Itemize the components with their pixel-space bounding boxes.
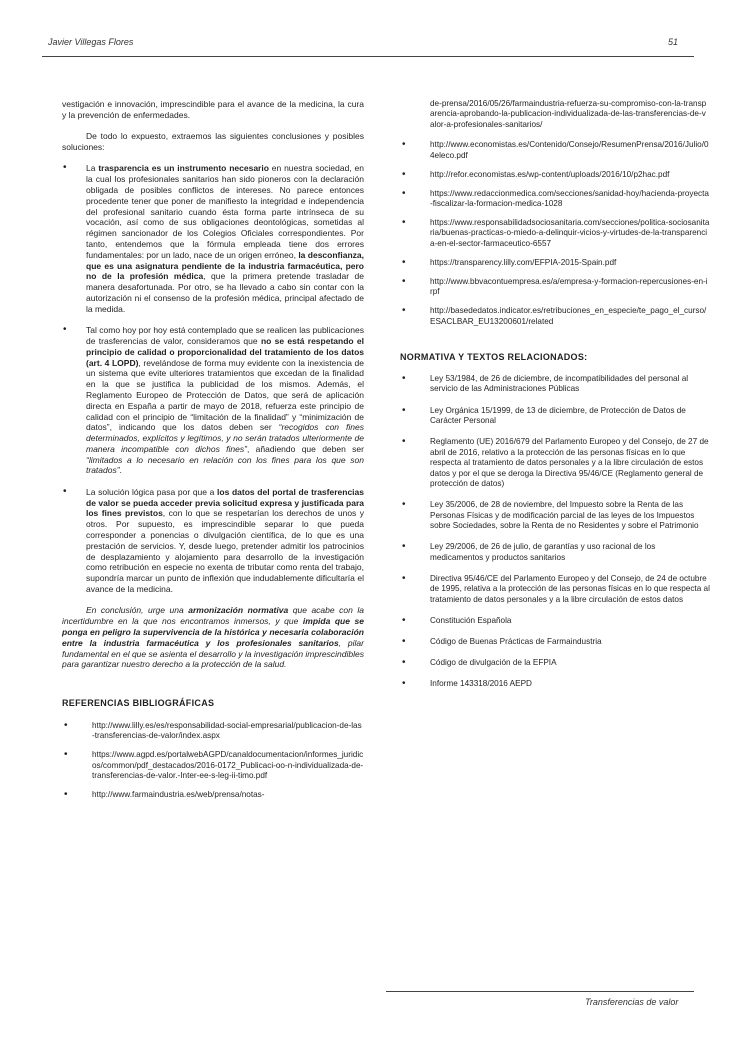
conclusion-bullet-2	[62, 325, 364, 476]
reference-text: http://refor.economistas.es/wp-content/uploads/2016/10/p2hac.pdf	[430, 169, 670, 179]
bullet-icon: •	[63, 485, 67, 497]
normativa-list	[400, 374, 710, 690]
bullet-icon: •	[402, 217, 406, 229]
bullet-icon: •	[402, 373, 406, 385]
bullet-icon: •	[402, 256, 406, 268]
running-footer-title: Transferencias de valor	[585, 997, 679, 1007]
text-run: En conclusión, urge una	[86, 605, 189, 616]
reference-item	[62, 721, 364, 742]
reference-item	[400, 218, 710, 249]
bullet-icon: •	[64, 749, 68, 761]
text-run: , añadiendo que deben ser	[246, 443, 364, 454]
paragraph-intro: De todo lo expuesto, extraemos las siguientes conclusiones y posibles soluciones:	[62, 131, 364, 152]
reference-text: https://transparency.lilly.com/EFPIA-2015-Spain.pdf	[430, 257, 617, 267]
reference-item	[400, 258, 710, 268]
normativa-text: Ley 53/1984, de 26 de diciembre, de incompatibilidades del personal al servicio de las Administraciones Públicas	[430, 374, 689, 394]
bold-run: armonización normativa	[188, 605, 289, 616]
text-run: , con lo que se respetarían los derechos de unos y otros. Por supuesto, es imprescindible separar lo que pueda corresponder a ponencias o divulgación científica, de lo que es una prestación de servicios. Y, desde luego, pretender admitir los patrocinios de desplazamiento y alojamiento para desarrollo de la investigación como retribución en especie no exenta de tributar como renta del trabajo, supondría marcar un punto de inflexión que indudablemente dificultaría el avance de la medicina.	[86, 508, 364, 595]
bullet-icon: •	[402, 275, 406, 287]
bold-run: la desconfianza, que es una asignatura pendiente de la industria farmacéutica, pero no de la profesión médica	[86, 249, 364, 282]
reference-item	[400, 189, 710, 210]
text-run: , que la primera pretende trasladar de manera desafortunada. Por otro, se ha llevado a cabo sin contar con la autorización ni el consenso de la profesión médica, principal afectado de la medida.	[86, 271, 364, 314]
normativa-text: Constitución Española	[430, 615, 512, 625]
normativa-text: Ley 35/2006, de 28 de noviembre, del Impuesto sobre la Renta de las Personas Físicas y de modificación parcial de las leyes de los Impuestos sobre Sociedades, sobre la Renta de no Residentes y sobre el Patrimonio	[430, 500, 699, 530]
italic-run: “limitados a lo necesario en relación con los fines para los que son tratados”	[86, 454, 364, 476]
bold-run: impida que se ponga en peligro la supervivencia de la histórica y necesaria colaboración entre la industria farmacéutica y los profesionales sanitarios	[62, 616, 364, 648]
header-rule	[42, 56, 694, 57]
reference-text: http://www.economistas.es/Contenido/Consejo/ResumenPrensa/2016/Julio/04eleco.pdf	[430, 140, 709, 160]
references-list	[62, 721, 364, 801]
text-run: en nuestra sociedad, en la cual los profesionales sanitarios han sido pioneros con la declaración obligada de posibles conflictos de intereses. No parece entonces procedente tener que poner de manifiesto la integridad e independencia del profesional sanitario cuando ésta forma parte intrínseca de su vocación, así como de sus obligaciones deontológicas, sometidas al régimen sancionador de los Colegios Oficiales correspondientes. Por tanto, entendemos que la fórmula empleada tiene dos errores fundamentales: por un lado, nace de un origen erróneo,	[86, 163, 364, 260]
bullet-icon: •	[402, 499, 406, 511]
bullet-icon: •	[402, 572, 406, 584]
bullet-icon: •	[402, 635, 406, 647]
conclusion-bullet-1	[62, 163, 364, 314]
references-list-continued	[400, 140, 710, 327]
bullet-icon: •	[402, 436, 406, 448]
text-run: La solución lógica pasa por que a	[86, 486, 218, 497]
bullet-icon: •	[402, 614, 406, 626]
bullet-icon: •	[63, 162, 67, 174]
reference-item	[400, 277, 710, 298]
page-number: 51	[668, 37, 679, 47]
normativa-text: Ley 29/2006, de 26 de julio, de garantías y uso racional de los medicamentos y productos sanitarios	[430, 542, 656, 562]
normativa-text: Reglamento (UE) 2016/679 del Parlamento Europeo y del Consejo, de 27 de abril de 2016, relativo a la protección de las personas físicas en lo que respecta al tratamiento de datos personales y a la libre circulación de estos datos y por el que se deroga la Directiva 95/46/CE (Reglamento general de protección de datos)	[430, 437, 709, 488]
text-run: , pilar fundamental en el que se asienta el desarrollo y la investigación imprescindibles para garantizar nuestro derecho a la protección de la salud.	[62, 637, 364, 670]
normativa-item	[400, 658, 710, 668]
bullet-icon: •	[402, 305, 406, 317]
reference-text: https://www.responsabilidadsociosanitaria.com/secciones/politica-sociosanitaria/buenas-practicas-o-miedo-a-delinquir-vicios-y-virtudes-de-la-transparencia-en-el-sector-farmaceutico-6557	[430, 218, 710, 248]
bullet-icon: •	[64, 720, 68, 732]
left-column	[62, 99, 364, 809]
bold-run: no se está respetando el principio de calidad o proporcionalidad del tratamiento de los datos (art. 4 LOPD)	[86, 335, 364, 368]
reference-text: http://www.farmaindustria.es/web/prensa/notas-	[92, 790, 265, 800]
conclusion-bullet-3	[62, 487, 364, 595]
normativa-item	[400, 542, 710, 563]
normativa-item	[400, 679, 710, 689]
bullet-icon: •	[402, 657, 406, 669]
text-run: .	[119, 465, 122, 476]
footer-rule	[386, 991, 694, 992]
conclusion-paragraph	[62, 605, 364, 670]
normativa-text: Código de Buenas Prácticas de Farmaindustria	[430, 636, 602, 646]
normativa-text: Ley Orgánica 15/1999, de 13 de diciembre, de Protección de Datos de Carácter Personal	[430, 405, 686, 426]
normativa-item	[400, 437, 710, 489]
reference-item	[400, 170, 710, 180]
reference-text: https://www.redaccionmedica.com/secciones/sanidad-hoy/hacienda-proyecta-fiscalizar-la-formacion-medica-1028	[430, 188, 709, 209]
reference-item	[62, 750, 364, 781]
bullet-icon: •	[64, 789, 68, 801]
paragraph-continuation: vestigación e innovación, imprescindible para el avance de la medicina, la cura y la prevención de enfermedades.	[62, 99, 364, 120]
normativa-text: Directiva 95/46/CE del Parlamento Europeo y del Consejo, de 24 de octubre de 1995, relativa a la protección de las personas físicas en lo que respecta al tratamiento de datos personales y a la libre circulación de estos datos	[430, 573, 710, 604]
bullet-icon: •	[402, 404, 406, 416]
reference-item	[62, 790, 364, 800]
bullet-icon: •	[402, 187, 406, 199]
normativa-item	[400, 374, 710, 395]
running-header-author: Javier Villegas Flores	[48, 37, 134, 47]
reference-text: http://basededatos.indicator.es/retribuciones_en_especie/te_pago_el_curso/ESACLBAR_EU13200601/related	[430, 306, 707, 326]
bullet-icon: •	[402, 168, 406, 180]
text-run: Tal como hoy por hoy está contemplado que se realicen las publicaciones de trasferencias de valor, consideramos que	[86, 325, 364, 346]
normativa-heading: NORMATIVA Y TEXTOS RELACIONADOS:	[400, 351, 588, 362]
reference-text: https://www.agpd.es/portalwebAGPD/canaldocumentacion/informes_juridicos/common/pdf_destacados/2016-0172_Publicaci-oo-n-individualizada-de-transferencias-de-valor.-Inter-ee-s-leg-ii-timo.pdf	[92, 750, 364, 781]
bold-run: trasparencia es un instrumento necesario	[98, 163, 269, 174]
reference-item	[400, 140, 710, 161]
reference-continuation: de-prensa/2016/05/26/farmaindustria-refuerza-su-compromiso-con-la-transparencia-aprobando-la-publicacion-individualizada-de-las-transferencias-de-valor-a-profesionales-sanitarios/	[430, 99, 707, 129]
reference-text: http://www.lilly.es/es/responsabilidad-social-empresarial/publicacion-de-las-transferencias-de-valor/index.aspx	[92, 721, 362, 741]
bold-run: los datos del portal de trasferencias de valor se pueda acceder previa solicitud expresa y justificada para los fines previstos	[86, 486, 364, 519]
bullet-icon: •	[402, 541, 406, 553]
text-run: que acabe con la incertidumbre en la que nos encontramos inmersos, y que	[62, 605, 364, 627]
reference-text: http://www.bbvacontuempresa.es/a/empresa-y-formacion-repercusiones-en-irpf	[430, 276, 708, 297]
normativa-item	[400, 637, 710, 647]
normativa-text: Código de divulgación de la EFPIA	[430, 658, 557, 668]
right-column	[400, 99, 710, 701]
reference-item	[400, 306, 710, 327]
references-heading: REFERENCIAS BIBLIOGRÁFICAS	[62, 698, 215, 709]
normativa-item	[400, 500, 710, 531]
normativa-item	[400, 574, 710, 605]
text-run: La	[86, 163, 99, 174]
text-run: , revelándose de forma muy evidente con la inexistencia de un sistema que evite ulteriores tratamientos que excedan de la finalidad en la que se justifica la publicidad de los mismos. Además, el Reglamento Europeo de Protección de Datos, que será de aplicación directa en España a partir de mayo de 2018, refuerza este principio de calidad con el principio de “limitación de la finalidad” y “minimización de datos”, indicando que los datos deben ser	[86, 357, 364, 433]
normativa-text: Informe 143318/2016 AEPD	[430, 679, 532, 689]
italic-run: “recogidos con fines determinados, explícitos y legítimos, y no serán tratados ulteriormente de manera incompatible con dichos fines”	[86, 422, 364, 454]
normativa-item	[400, 616, 710, 626]
bullet-icon: •	[402, 139, 406, 151]
bullet-icon: •	[63, 324, 67, 336]
normativa-item	[400, 406, 710, 427]
bullet-icon: •	[402, 678, 406, 690]
